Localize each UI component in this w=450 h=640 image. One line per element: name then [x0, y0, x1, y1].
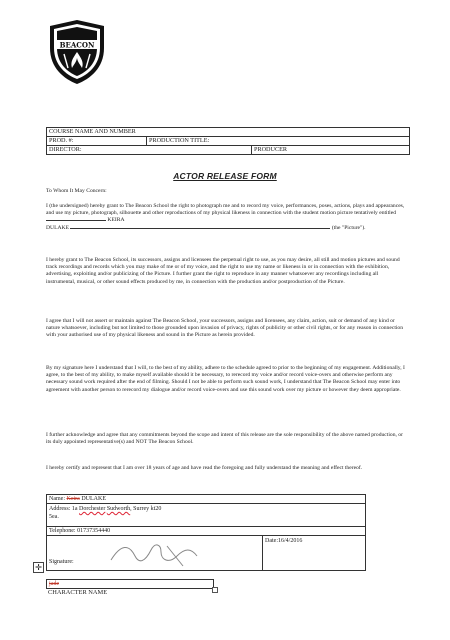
rights-paragraph: I hereby grant to The Beacon School, its successors, assigns and licensees the perpetual right to use, as you may desire, all still and motion pictures and sound track recordings and records which you may make of me or of my voice, and the right to use my name or likeness in or in connection with the exhibition, advertising, exploiting and/or publicizing of the Picture. I further grant the right to reproduce in any manner whatsoever any recordings including all instrumental, musical, or other sound effects produced by me, in connection with the production and/or postproduction of the Picture.	[46, 257, 400, 285]
grant-paragraph: I (the undersigned) hereby grant to The Beacon School the right to photograph me and to record my voice, performances, poses, actions, plays and appearances, and use my picture, photograph, silhouette and other reproductions of my physical likeness in connection with the student motion picture tentatively entitled KEIRA DULAKE (the "Picture").	[46, 203, 405, 231]
production-header-table	[46, 127, 410, 155]
address-row[interactable]: Address: 1a Dorchester Sudworth, Surrey kt20 5ea.	[47, 504, 365, 527]
signature-block	[46, 494, 366, 571]
signature-label: Signature:	[49, 559, 74, 565]
telephone-row[interactable]: Telephone: 01737354440	[47, 527, 365, 536]
move-handle-icon[interactable]: ✛	[33, 562, 44, 573]
resize-handle[interactable]	[212, 587, 218, 593]
character-name-field[interactable]	[46, 579, 214, 589]
prod-number-field[interactable]: PROD. #:	[47, 137, 147, 145]
director-field[interactable]: DIRECTOR:	[47, 146, 252, 154]
claims-paragraph: I agree that I will not assert or maintain against The Beacon School, your successors, assigns and licensees, any claim, action, suit or demand of any kind or nature whatsoever, including but not limited to those grounded upon invasion of privacy, rights of publicity or other civil rights, or for any reason in connection with your authorised use of my physical likeness and sound in the Picture as herein provided.	[46, 318, 404, 339]
film-title-line1[interactable]: KEIRA	[107, 217, 125, 224]
the-picture-text: (the "Picture").	[331, 224, 366, 231]
logo-text: BEACON	[59, 40, 95, 50]
course-name-field[interactable]: COURSE NAME AND NUMBER	[49, 128, 136, 135]
schedule-paragraph: By my signature here I understand that I will, to the best of my ability, adhere to the schedule agreed to prior to the beginning of my engagement. Additionally, I agree, to the best of my ability, to make myself available should it be necessary, to rerecord my voice and/or record voice-overs and otherwise perform any necessary sound work required after the end of filming. Should I not be able to perform such sound work, I understand that The Beacon School may enter into agreement with another person to rerecord my dialogue and/or record voice-overs and use this sound work over my picture or however they deem appropriate.	[46, 365, 405, 393]
shield-crest-icon	[46, 18, 108, 86]
commitments-paragraph: I further acknowledge and agree that any commitments beyond the scope and intent of this release are the sole responsibility of the above named production, or its duly appointed representative(s) and NOT The Beacon School.	[46, 432, 403, 446]
certification-paragraph: I hereby certify and represent that I am over 18 years of age and have read the foregoing and fully understand the meaning and effect thereof.	[46, 465, 363, 471]
name-row[interactable]: Name: Keira DULAKE	[47, 495, 365, 504]
character-value[interactable]: jade	[49, 581, 59, 587]
date-value[interactable]: Date:16/4/2016	[265, 538, 303, 544]
handwritten-signature	[107, 538, 217, 568]
name-first: Keira	[66, 496, 80, 502]
production-title-field[interactable]: PRODUCTION TITLE:	[149, 137, 210, 144]
signature-date-row[interactable]	[47, 536, 365, 570]
form-title: ACTOR RELEASE FORM	[173, 171, 277, 181]
producer-field[interactable]: PRODUCER	[254, 146, 288, 153]
character-name-label: CHARACTER NAME	[48, 589, 108, 596]
name-last: DULAKE	[81, 496, 106, 502]
salutation: To Whom It May Concern:	[46, 188, 107, 194]
film-title-line2[interactable]: DULAKE	[46, 224, 69, 231]
